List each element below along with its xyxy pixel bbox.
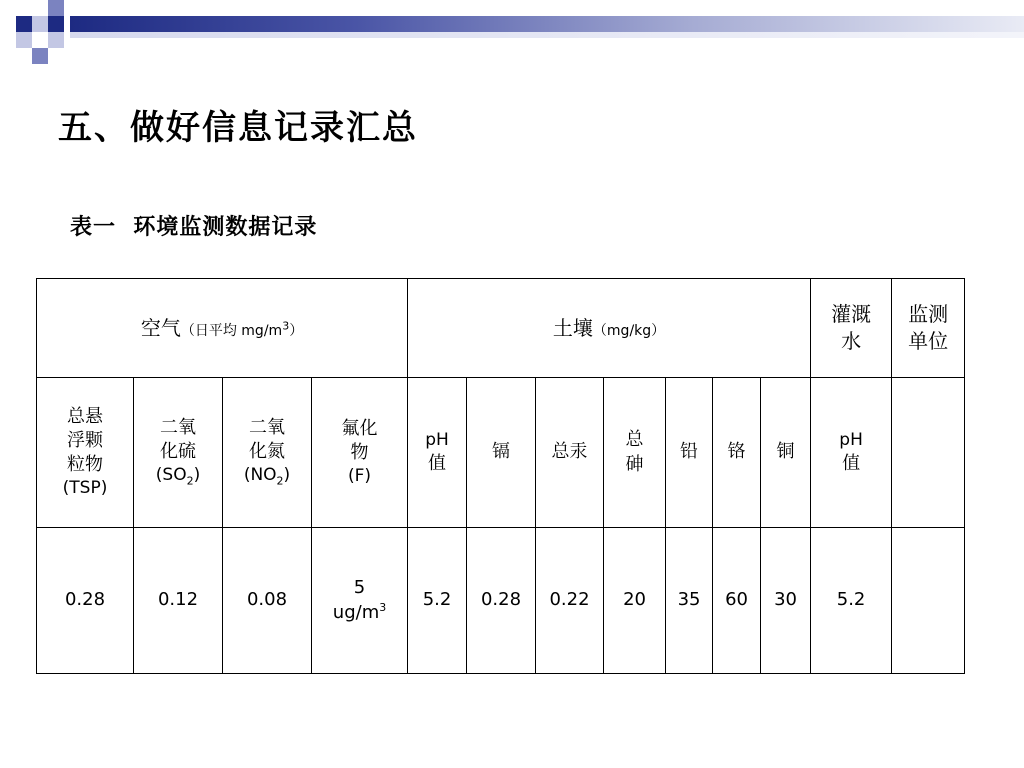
fluoride-unit-text: ug/m — [332, 601, 380, 623]
column-header-water-ph — [811, 378, 892, 528]
header-line: (F) — [347, 466, 372, 487]
irrigation-line1: 灌溉 — [831, 302, 872, 326]
air-unit-text: （日平均 mg/m — [180, 322, 283, 339]
formula-sub: 2 — [186, 474, 194, 488]
cell-water-ph: 5.2 — [811, 528, 892, 674]
header-line: (TSP) — [62, 478, 108, 499]
soil-unit: （mg/kg） — [592, 322, 666, 339]
column-header-soil-ph — [408, 378, 467, 528]
header-line: 物 — [350, 442, 369, 464]
header-gradient-bar — [70, 16, 1024, 32]
formula-text: (NO — [243, 465, 277, 486]
table-group-header-row — [37, 279, 965, 378]
header-line: 浮颗 — [67, 429, 103, 451]
column-header-arsenic — [604, 378, 666, 528]
formula-close: ) — [193, 465, 201, 486]
header-line: 粒物 — [67, 454, 103, 476]
header-line: 二氧 — [249, 416, 285, 438]
monitor-unit-line1: 监测 — [908, 302, 949, 326]
decoration-square — [48, 0, 64, 16]
column-header-copper: 铜 — [761, 378, 811, 528]
decoration-square — [32, 16, 48, 32]
decoration-square — [48, 32, 64, 48]
air-label: 空气 — [140, 315, 181, 340]
table-column-header-row — [37, 378, 965, 528]
header-line: pH — [839, 429, 863, 450]
fluoride-unit — [312, 601, 407, 625]
so2-formula — [134, 464, 222, 489]
header-line: 值 — [428, 452, 447, 474]
header-gradient-bar-light — [70, 32, 1024, 38]
decoration-square — [32, 48, 48, 64]
formula-text: (SO — [155, 465, 187, 486]
soil-label: 土壤 — [552, 315, 593, 340]
column-header-fluoride — [312, 378, 408, 528]
cell-so2: 0.12 — [134, 528, 223, 674]
header-line: 总悬 — [67, 405, 103, 427]
page-title: 五、做好信息记录汇总 — [58, 108, 418, 148]
table-caption: 表一 环境监测数据记录 — [70, 215, 318, 240]
column-header-chromium: 铬 — [713, 378, 761, 528]
cell-arsenic: 20 — [604, 528, 666, 674]
column-header-tsp — [37, 378, 134, 528]
fluoride-unit-sup: 3 — [379, 600, 387, 614]
cell-cadmium: 0.28 — [467, 528, 536, 674]
header-line: 氟化 — [341, 417, 378, 439]
cell-copper: 30 — [761, 528, 811, 674]
cell-monitor-unit — [892, 528, 965, 674]
header-line: 化硫 — [160, 440, 196, 462]
decoration-square — [16, 16, 32, 32]
cell-soil-ph: 5.2 — [408, 528, 467, 674]
decoration-square — [48, 16, 64, 32]
cell-mercury: 0.22 — [536, 528, 604, 674]
monitor-unit-line2: 单位 — [908, 329, 949, 353]
header-line: 总 — [625, 429, 644, 451]
header-line: 二氧 — [160, 416, 196, 438]
column-header-empty — [892, 378, 965, 528]
soil-group-header — [408, 279, 811, 378]
cell-chromium: 60 — [713, 528, 761, 674]
formula-sub: 2 — [276, 474, 284, 488]
monitoring-data-table — [36, 278, 965, 674]
monitor-unit-header — [892, 279, 965, 378]
table-row — [37, 528, 965, 674]
air-unit-sup: 3 — [282, 318, 290, 332]
cell-tsp: 0.28 — [37, 528, 134, 674]
irrigation-line2: 水 — [841, 329, 862, 353]
air-group-header — [37, 279, 408, 378]
fluoride-value: 5 — [353, 577, 366, 599]
column-header-no2 — [223, 378, 312, 528]
column-header-cadmium: 镉 — [467, 378, 536, 528]
cell-no2: 0.08 — [223, 528, 312, 674]
irrigation-water-header — [811, 279, 892, 378]
cell-fluoride — [312, 528, 408, 674]
air-unit-close: ） — [289, 322, 304, 339]
header-line: pH — [425, 429, 449, 450]
column-header-so2 — [134, 378, 223, 528]
air-unit — [180, 318, 304, 339]
formula-close: ) — [283, 465, 291, 486]
no2-formula — [223, 464, 311, 489]
header-line: 值 — [842, 452, 861, 474]
header-line: 砷 — [625, 453, 644, 475]
cell-lead: 35 — [666, 528, 713, 674]
column-header-mercury: 总汞 — [536, 378, 604, 528]
column-header-lead: 铅 — [666, 378, 713, 528]
header-line: 化氮 — [249, 440, 285, 462]
decoration-square — [16, 32, 32, 48]
